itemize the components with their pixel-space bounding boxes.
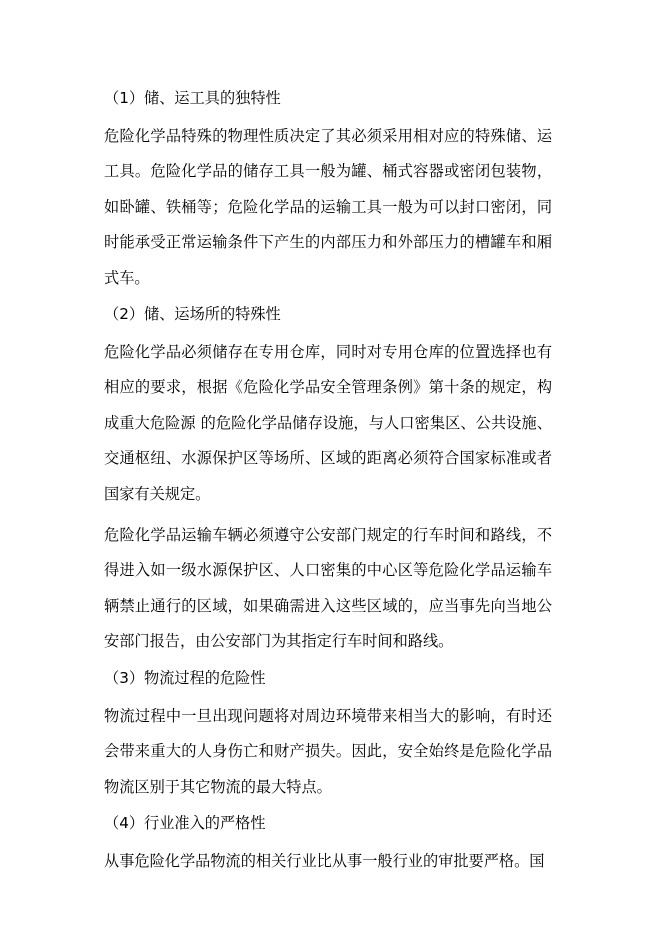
section-heading-1: （1）储、运工具的独特性: [104, 89, 281, 107]
section-heading-2: （2）储、运场所的特殊性: [104, 305, 281, 324]
section-heading-4: （4）行业准入的严格性: [104, 813, 266, 832]
document-body: [104, 86, 552, 885]
section-1-paragraph-1: 危险化学品特殊的物理性质决定了其必须采用相对应的特殊储、运工具。危险化学品的储存工具一般为罐、桶式容器或密闭包装物，如卧罐、铁桶等；危险化学品的运输工具一般为可以封口密闭，同时能承受正常运输条件下产生的内部压力和外部压力的槽罐车和厢式车。: [104, 127, 552, 287]
section-2-paragraph-1: 危险化学品必须储存在专用仓库，同时对专用仓库的位置选择也有相应的要求，根据《危险化学品安全管理条例》第十条的规定，构成重大危险源 的危险化学品储存设施，与人口密集区、公共设施、交通枢纽、水源保护区等场所、区域的距离必须符合国家标准或者国家有关规定。: [104, 343, 552, 503]
section-2-paragraph-2: 危险化学品运输车辆必须遵守公安部门规定的行车时间和路线，不得进入如一级水源保护区、人口密集的中心区等危险化学品运输车辆禁止通行的区域，如果确需进入这些区域的，应当事先向当地公安部门报告，由公安部门为其指定行车时间和路线。: [104, 526, 552, 651]
section-3-paragraph-1: 物流过程中一旦出现问题将对周边环境带来相当大的影响，有时还会带来重大的人身伤亡和财产损失。因此，安全始终是危险化学品物流区别于其它物流的最大特点。: [104, 706, 552, 796]
section-4-paragraph-1: 从事危险化学品物流的相关行业比从事一般行业的审批要严格。国: [104, 851, 545, 870]
section-heading-3: （3）物流过程的危险性: [104, 668, 266, 687]
